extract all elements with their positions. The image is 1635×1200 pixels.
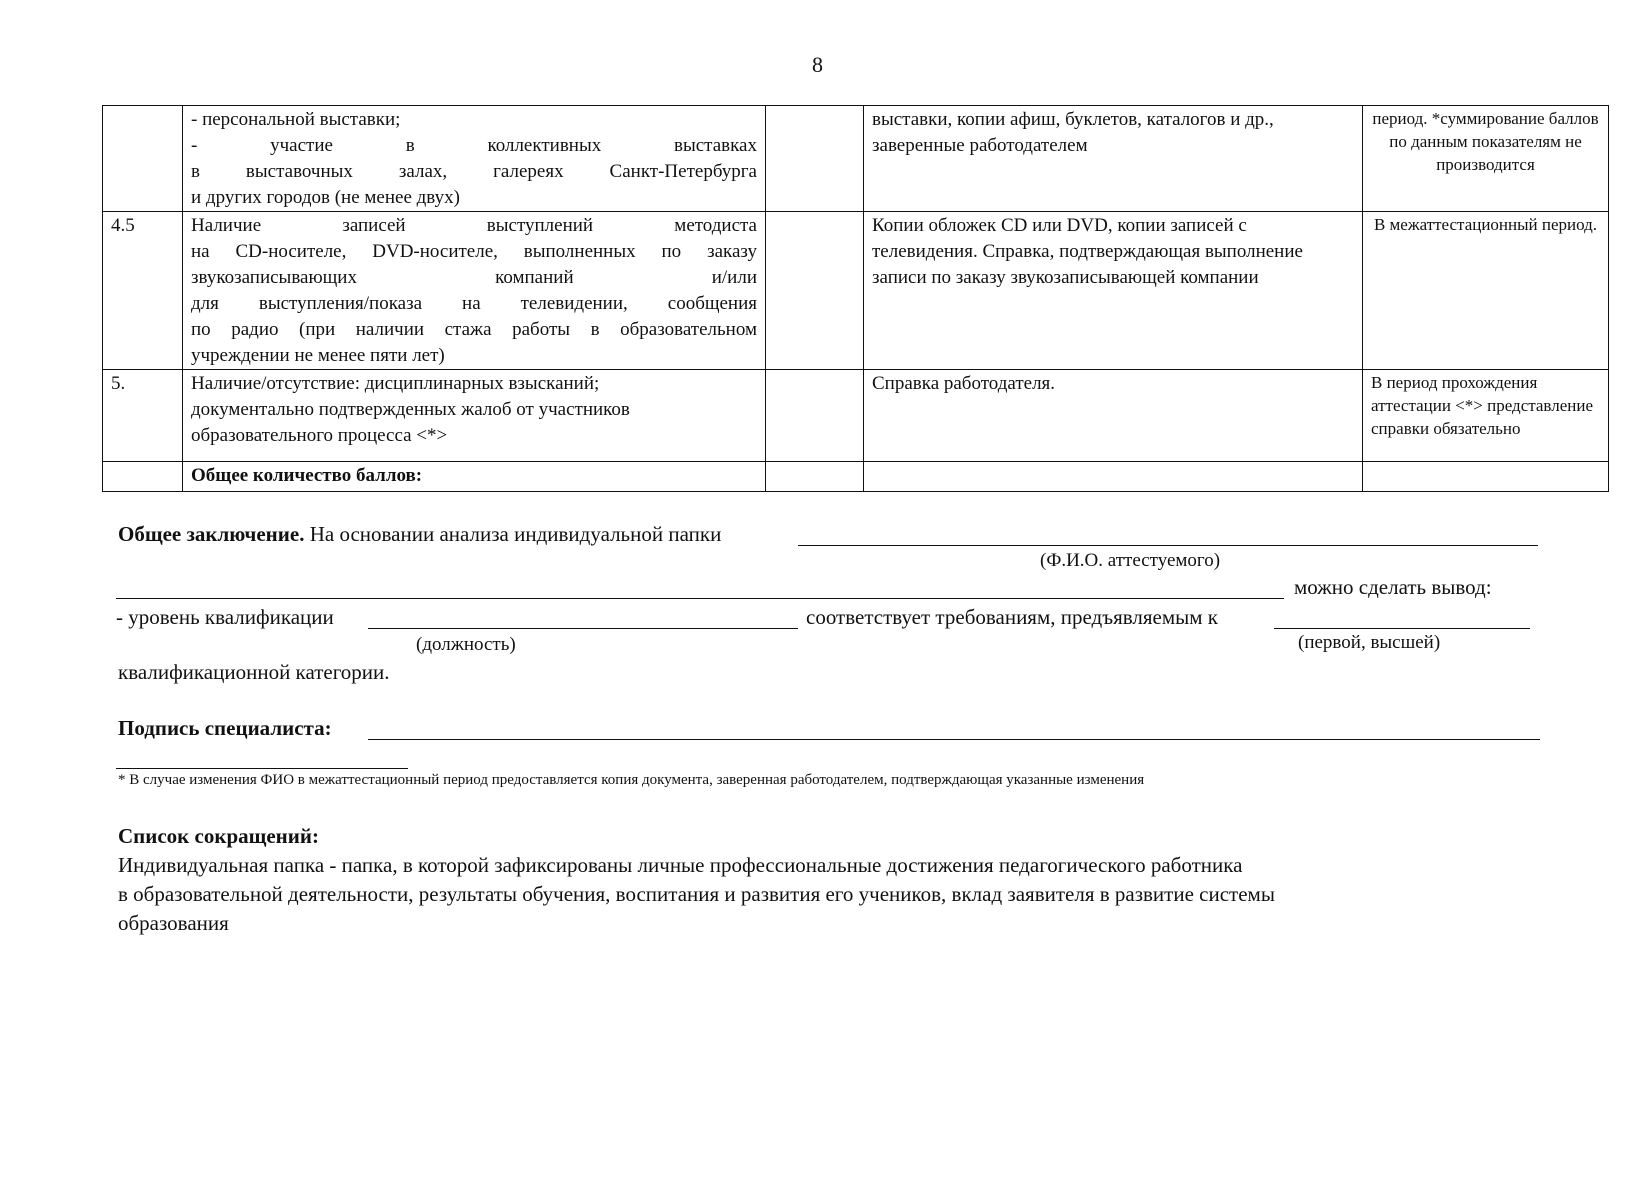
category-hint: (первой, высшей) [1298, 632, 1441, 653]
row-description: Наличие/отсутствие: дисциплинарных взысканий; документально подтвержденных жалоб от участников образовательного процесса <*> [183, 370, 766, 462]
abbreviations-title: Список сокращений: [118, 824, 319, 848]
footnote-divider [116, 768, 408, 769]
row-number [103, 106, 183, 212]
total-label: Общее количество баллов: [183, 462, 766, 492]
row-number: 5. [103, 370, 183, 462]
level-mid: соответствует требованиям, предъявляемым к [806, 605, 1218, 629]
total-row [103, 462, 1609, 492]
table-row [103, 370, 1609, 462]
conclusion-text: На основании анализа индивидуальной папки [309, 522, 722, 546]
row-note: В межаттестационный период. [1363, 212, 1609, 370]
row-score [766, 106, 864, 212]
row-note: В период прохождения аттестации <*> представление справки обязательно [1363, 370, 1609, 462]
row-documents: Справка работодателя. [864, 370, 1363, 462]
page-number: 8 [812, 52, 823, 77]
row-description: Наличие записей выступлений методиста на CD-носителе, DVD-носителе, выполненных по заказу звукозаписывающих компаний и/или для выступления/показа на телевидении, сообщения по радио (при наличии стажа работы в образовательном учреждении не менее пяти лет) [183, 212, 766, 370]
table-row [103, 212, 1609, 370]
criteria-table [102, 105, 1609, 492]
row-documents: Копии обложек CD или DVD, копии записей с телевидения. Справка, подтверждающая выполнение записи по заказу звукозаписывающей компании [864, 212, 1363, 370]
position-field[interactable] [368, 628, 798, 629]
row-documents: выставки, копии афиш, буклетов, каталогов и др., заверенные работодателем [864, 106, 1363, 212]
category-tail: квалификационной категории. [118, 660, 390, 684]
position-hint: (должность) [416, 634, 516, 655]
total-score [766, 462, 864, 492]
row-description: - персональной выставки; - участие в коллективных выставках в выставочных залах, галереях Санкт-Петербурга и других городов (не менее двух) [183, 106, 766, 212]
signature-label: Подпись специалиста: [118, 716, 332, 740]
table-row [103, 106, 1609, 212]
signature-field[interactable] [368, 739, 1540, 740]
fio-continuation-field[interactable] [116, 598, 1284, 599]
row-number: 4.5 [103, 212, 183, 370]
abbreviations-text: Индивидуальная папка - папка, в которой зафиксированы личные профессиональные достижения педагогического работника в образовательной деятельности, результаты обучения, воспитания и развития его учеников, вклад заявителя в развитие системы образования [118, 853, 1275, 935]
row-score [766, 370, 864, 462]
level-prefix: - уровень квалификации [116, 605, 334, 629]
category-field[interactable] [1274, 628, 1530, 629]
conclusion-vyvod: можно сделать вывод: [1294, 575, 1492, 599]
row-note: период. *суммирование баллов по данным показателям не производится [1363, 106, 1609, 212]
fio-hint: (Ф.И.О. аттестуемого) [1040, 550, 1221, 571]
row-score [766, 212, 864, 370]
footnote: * В случае изменения ФИО в межаттестационный период предоставляется копия документа, заверенная работодателем, подтверждающая указанные изменения [118, 772, 1145, 788]
conclusion-line [118, 522, 721, 547]
fio-field[interactable] [798, 545, 1538, 546]
conclusion-heading: Общее заключение. [118, 522, 305, 546]
